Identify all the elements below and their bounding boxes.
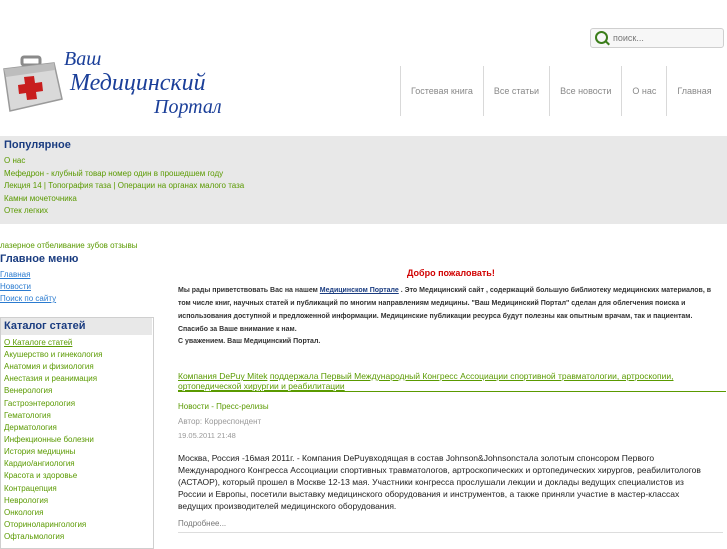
nav-all-news[interactable]: Все новости — [549, 66, 621, 116]
nav-all-articles[interactable]: Все статьи — [483, 66, 549, 116]
catalog-item[interactable]: Кардио/ангиология — [4, 459, 75, 468]
nav-guestbook[interactable]: Гостевая книга — [400, 66, 483, 116]
popular-title: Популярное — [4, 139, 71, 151]
catalog-item[interactable]: Оториноларингология — [4, 520, 87, 529]
article-date: 19.05.2011 21:48 — [178, 431, 236, 440]
nav-about[interactable]: О нас — [621, 66, 666, 116]
article-title-company[interactable]: Компания DePuy Mitek — [178, 371, 268, 381]
catalog-item[interactable]: Анатомия и физиология — [4, 362, 94, 371]
popular-item[interactable]: О нас — [4, 156, 26, 165]
article-divider — [178, 532, 723, 533]
logo-line-1: Ваш — [64, 48, 102, 70]
top-navigation — [400, 66, 722, 116]
catalog-item[interactable]: История медицины — [4, 447, 76, 456]
promo-link[interactable]: лазерное отбеливание зубов отзывы — [0, 241, 138, 250]
popular-item[interactable]: Камни мочеточника — [4, 194, 77, 203]
catalog-item[interactable]: Контрацепция — [4, 484, 57, 493]
welcome-title: Добро пожаловать! — [407, 268, 495, 278]
catalog-item[interactable]: Анестазия и реанимация — [4, 374, 98, 383]
catalog-item[interactable]: Красота и здоровье — [4, 471, 78, 480]
menu-item-news[interactable]: Новости — [0, 282, 31, 291]
menu-item-search[interactable]: Поиск по сайту — [0, 294, 57, 303]
article-title-rest[interactable]: поддержала Первый Международный Конгресс Ассоциации спортивной травматологии, артроскопии, ортопедической хирургии и реабилитации — [178, 371, 674, 391]
popular-item[interactable]: Отек легких — [4, 206, 48, 215]
article-title[interactable] — [178, 371, 726, 392]
welcome-text-start: Мы рады приветствовать Вас на нашем — [178, 287, 318, 294]
article-body: Москва, Россия -16мая 2011г. - Компания DePuyвходящая в состав Johnson&Johnsonстала золотым спонсором Первого Международного Конгресса Ассоциации спортивных травматологов, артроскопических и ортопедических хирургов, реабилитологов (АСТАОР), который прошел в Москве 12-13 мая. Участники конгресса прослушали лекции и доклады ведущих специалистов из России и Европы, посетили выставку медицинского оборудования и инструментов, а также приняли участие в мастер-классах ведущих производителей медицинского оборудования. — [178, 453, 701, 511]
catalog-item[interactable]: Акушерство и гинекология — [4, 350, 103, 359]
welcome-regards: С уважением. Ваш Медицинский Портал. — [178, 338, 321, 345]
catalog-title: Каталог статей — [4, 320, 86, 332]
popular-panel — [0, 136, 727, 224]
search-icon[interactable] — [595, 31, 608, 44]
catalog-item[interactable]: Онкология — [4, 508, 44, 517]
menu-item-home[interactable]: Главная — [0, 270, 31, 279]
catalog-item[interactable]: Венерология — [4, 386, 53, 395]
catalog-item[interactable]: Дерматология — [4, 423, 57, 432]
search-input[interactable] — [613, 30, 717, 46]
read-more-link[interactable]: Подробнее... — [178, 519, 227, 528]
welcome-text — [178, 284, 722, 336]
site-logo[interactable] — [62, 48, 232, 120]
catalog-item[interactable]: Инфекционные болезни — [4, 435, 94, 444]
catalog-item[interactable]: Гематология — [4, 411, 51, 420]
category-press-link[interactable]: Пресс-релизы — [216, 402, 269, 411]
category-news-link[interactable]: Новости — [178, 402, 209, 411]
article-author: Автор: Корреспондент — [178, 417, 262, 426]
catalog-item[interactable]: О Каталоге статей — [4, 338, 73, 347]
catalog-item[interactable]: Неврология — [4, 496, 49, 505]
catalog-item[interactable]: Офтальмология — [4, 532, 65, 541]
catalog-item[interactable]: Гастроэнтерология — [4, 399, 76, 408]
portal-link[interactable]: Медицинском Портале — [319, 287, 399, 294]
popular-item[interactable]: Лекция 14 | Топография таза | Операции на органах малого таза — [4, 181, 245, 190]
welcome-text-end: . Это Медицинский сайт , содержащий большую библиотеку медицинских материалов, в том числе книг, научных статей и публикаций по многим направлениям медицины. "Ваш Медицинский Портал" сделан для облегчения поиска и использования доступной и предложенной информации. Медицинские публикации ресурса будут полезны как опытным врачам, так и пациентам. Спасибо за Ваше внимание к нам. — [178, 287, 712, 333]
first-aid-kit-icon — [2, 55, 64, 117]
main-menu-title: Главное меню — [0, 253, 79, 265]
logo-line-3: Портал — [154, 96, 222, 118]
popular-item[interactable]: Мефедрон - клубный товар номер один в прошедшем году — [4, 169, 224, 178]
search-box[interactable] — [590, 28, 724, 48]
article-categories: Новости - Пресс-релизы — [178, 402, 269, 411]
nav-home[interactable]: Главная — [666, 66, 721, 116]
logo-line-2: Медицинский — [70, 70, 206, 96]
